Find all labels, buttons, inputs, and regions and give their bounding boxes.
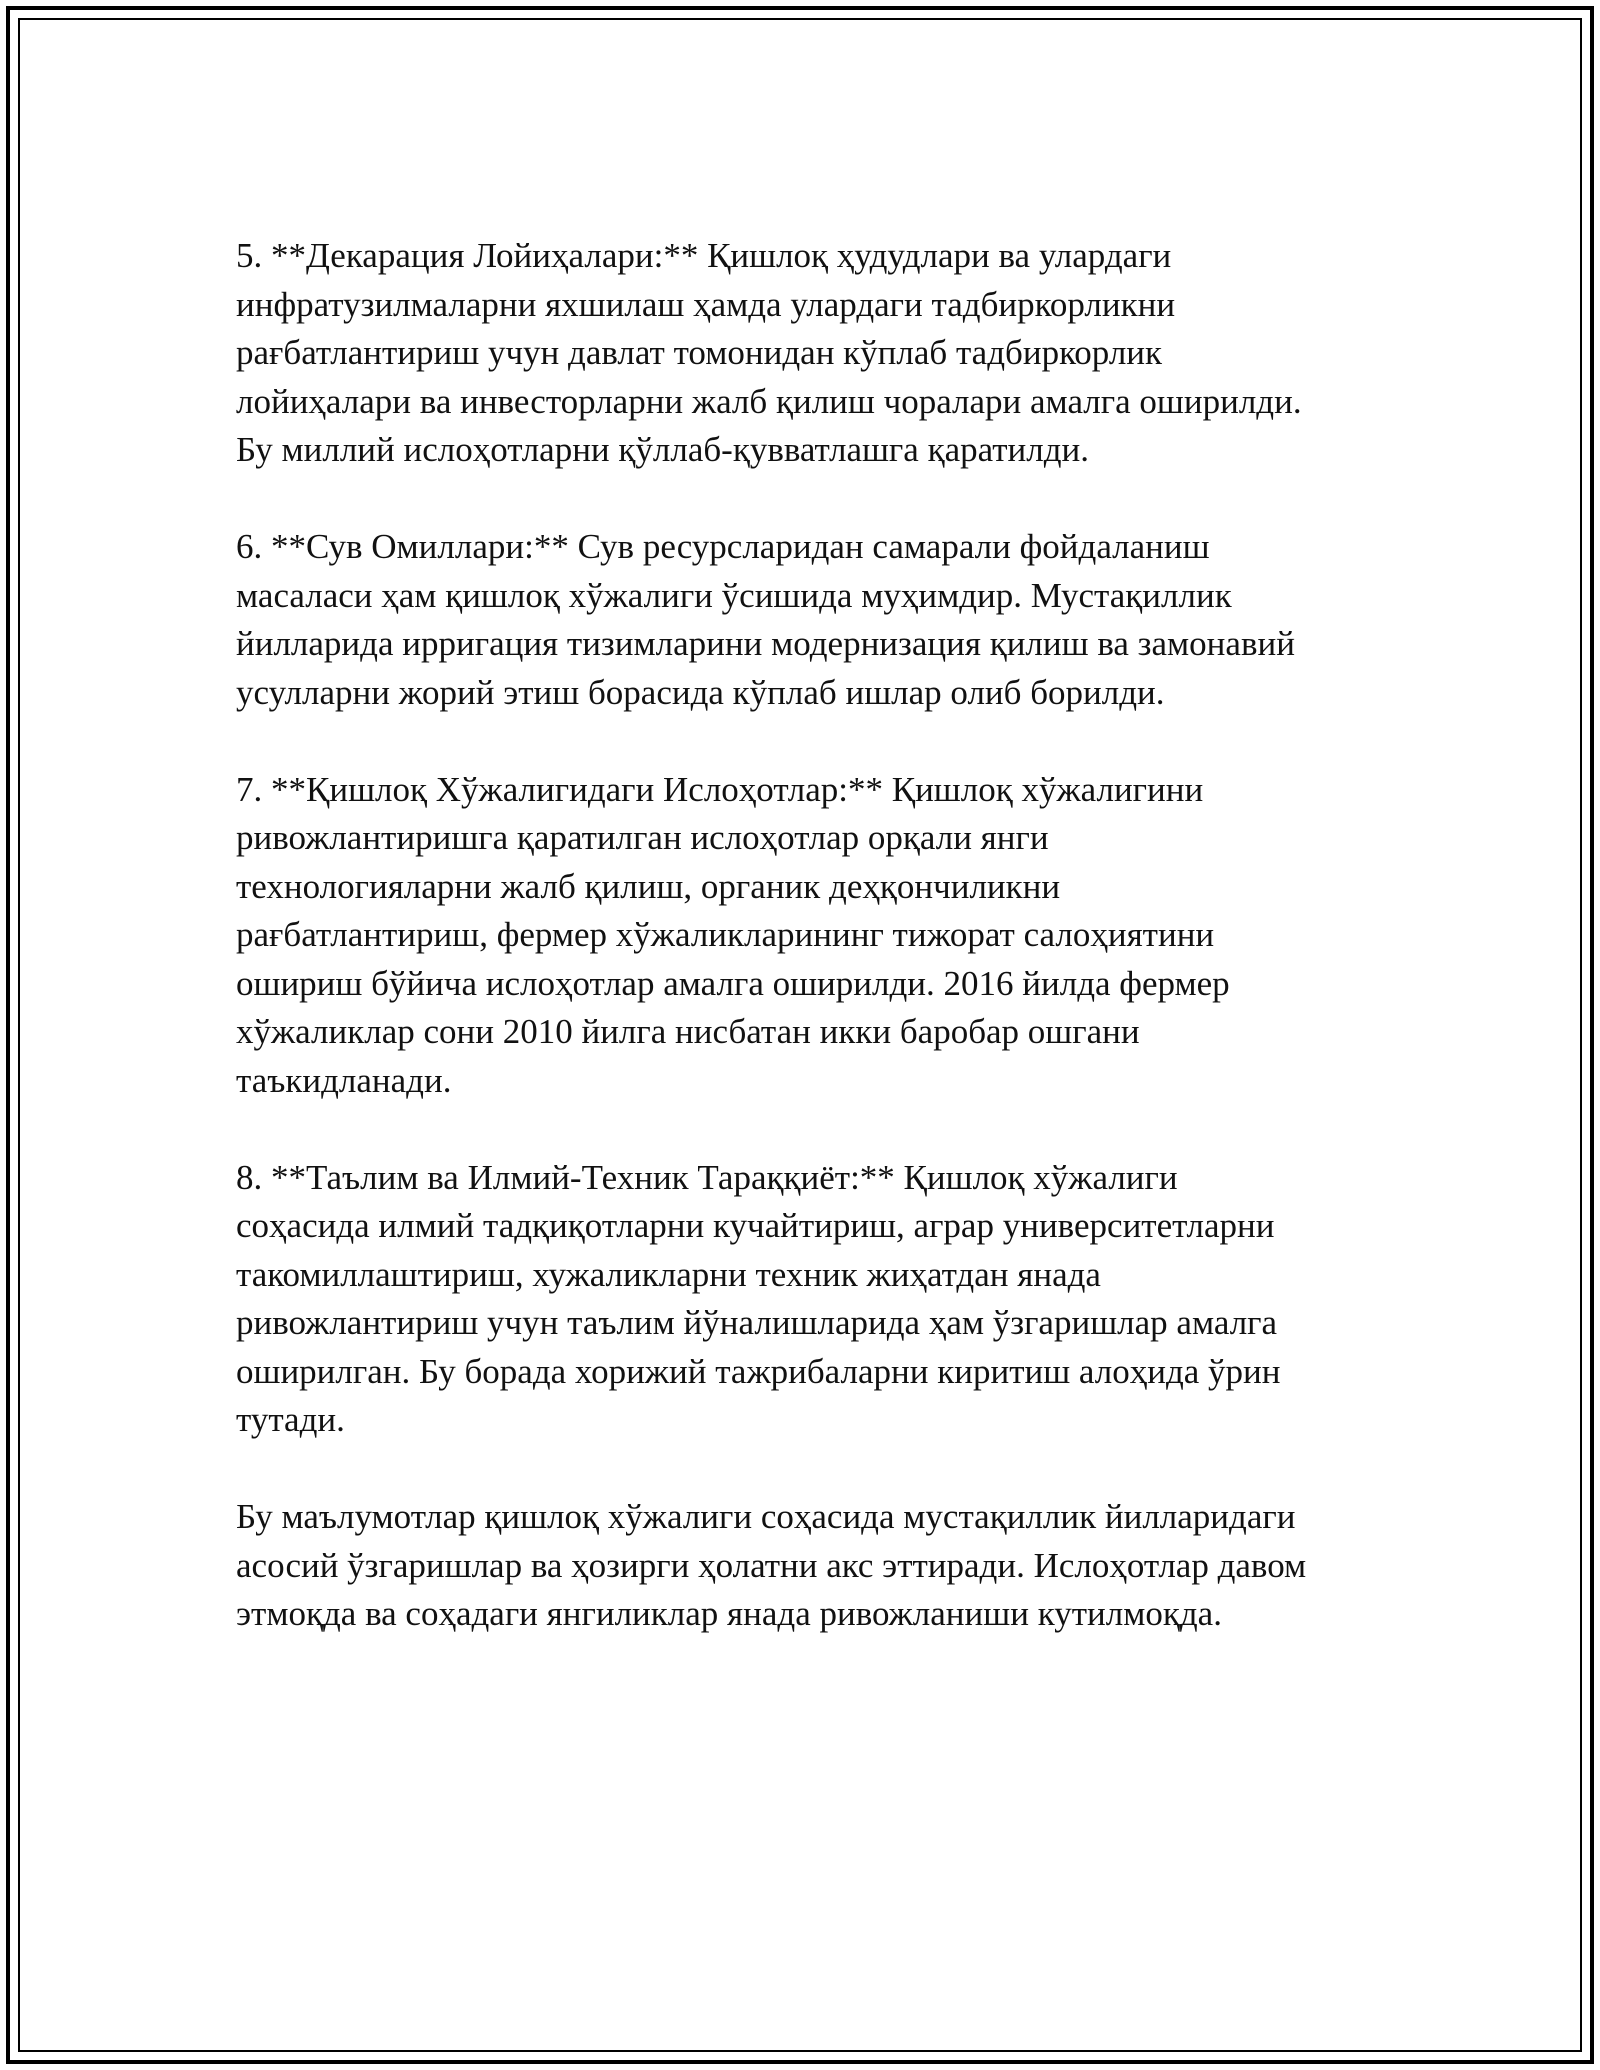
text-line: йилларида ирригация тизимларини модернизация қилиш ва замонавий bbox=[236, 624, 1295, 663]
text-line: рағбатлантириш, фермер хўжаликларининг тижорат салоҳиятини bbox=[236, 915, 1215, 954]
text-line: Бу миллий ислоҳотларни қўллаб-қувватлашга қаратилди. bbox=[236, 430, 1090, 469]
paragraph-item-5-decarization-projects bbox=[236, 232, 1376, 475]
text-line: рағбатлантириш учун давлат томонидан кўплаб тадбиркорлик bbox=[236, 333, 1163, 372]
text-line: 5. **Декарация Лойиҳалари:** Қишлоқ ҳудудлари ва улардаги bbox=[236, 236, 1172, 275]
text-line: ошириш бўйича ислоҳотлар амалга оширилди. 2016 йилда фермер bbox=[236, 963, 1230, 1003]
text-line: масаласи ҳам қишлоқ хўжалиги ўсишида муҳимдир. Мустақиллик bbox=[236, 575, 1232, 615]
text-line: ривожлантириш учун таълим йўналишларида ҳам ўзгаришлар амалга bbox=[236, 1303, 1278, 1342]
paragraph-conclusion bbox=[236, 1493, 1376, 1639]
text-line: 8. **Таълим ва Илмий-Техник Тараққиёт:** Қишлоқ хўжалиги bbox=[236, 1157, 1178, 1197]
text-line: такомиллаштириш, хужаликларни техник жиҳатдан янада bbox=[236, 1254, 1101, 1294]
text-line: ривожлантиришга қаратилган ислоҳотлар орқали янги bbox=[236, 818, 1049, 857]
text-line: соҳасида илмий тадқиқотларни кучайтириш, аграр университетларни bbox=[236, 1206, 1275, 1245]
text-line: усулларни жорий этиш борасида кўплаб ишлар олиб борилди. bbox=[236, 672, 1165, 712]
text-line: Бу маълумотлар қишлоқ хўжалиги соҳасида мустақиллик йилларидаги bbox=[236, 1497, 1296, 1536]
paragraph-item-8-education-and-science bbox=[236, 1154, 1376, 1445]
paragraph-item-6-water-factors bbox=[236, 523, 1376, 717]
text-line: таъкидланади. bbox=[236, 1060, 452, 1100]
text-line: 7. **Қишлоқ Хўжалигидаги Ислоҳотлар:** Қишлоқ хўжалигини bbox=[236, 769, 1204, 809]
text-line: тутади. bbox=[236, 1400, 345, 1439]
text-line: технологияларни жалб қилиш, органик деҳқончиликни bbox=[236, 866, 1061, 906]
text-line: этмоқда ва соҳадаги янгиликлар янада ривожланиши кутилмоқда. bbox=[236, 1594, 1222, 1633]
text-line: лойиҳалари ва инвесторларни жалб қилиш чоралари амалга оширилди. bbox=[236, 381, 1302, 421]
paragraph-item-7-agricultural-reforms bbox=[236, 766, 1376, 1106]
text-line: инфратузилмаларни яхшилаш ҳамда улардаги тадбиркорликни bbox=[236, 284, 1176, 324]
text-line: асосий ўзгаришлар ва ҳозирги ҳолатни акс эттиради. Ислоҳотлар давом bbox=[236, 1545, 1307, 1585]
text-line: хўжаликлар сони 2010 йилга нисбатан икки баробар ошгани bbox=[236, 1012, 1140, 1051]
document-body bbox=[236, 232, 1376, 1639]
text-line: оширилган. Бу борада хорижий тажрибаларни киритиш алоҳида ўрин bbox=[236, 1351, 1281, 1391]
text-line: 6. **Сув Омиллари:** Сув ресурсларидан самарали фойдаланиш bbox=[236, 527, 1210, 566]
